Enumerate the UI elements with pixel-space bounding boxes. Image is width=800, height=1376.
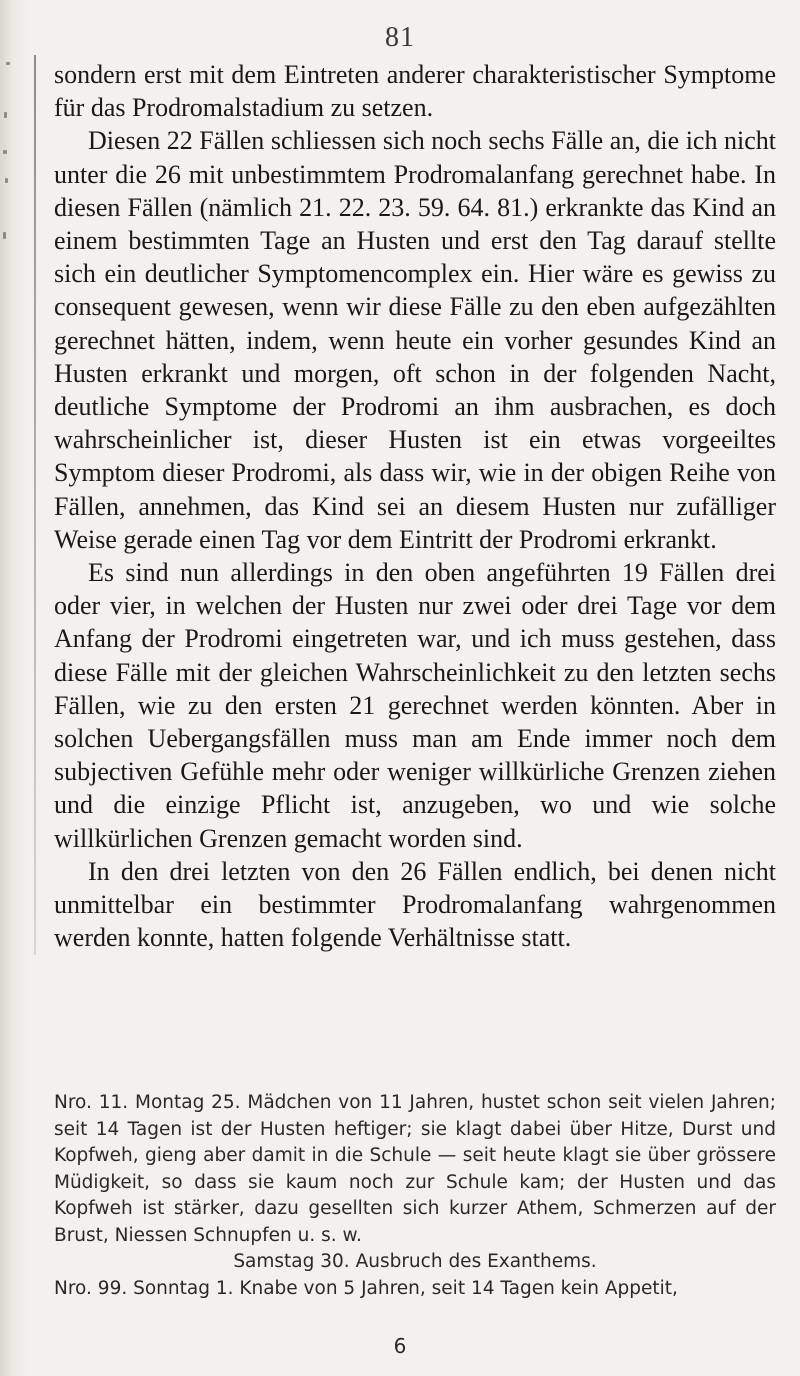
paragraph: In den drei letzten von den 26 Fällen endlich, bei denen nicht unmittelbar ein bestimmter Prodromalanfang wahrgenommen werden konnte, hatten folgende Verhältnisse statt. [54, 856, 776, 953]
page-number: 81 [385, 22, 415, 53]
print-speck [3, 150, 7, 154]
paragraph: Diesen 22 Fällen schliessen sich noch sechs Fälle an, die ich nicht unter die 26 mit unbestimmtem Prodromalanfang gerechnet habe. In diesen Fällen (nämlich 21. 22. 23. 59. 64. 81.) erkrankte das Kind an einem bestimmten Tage an Husten und erst den Tag darauf stellte sich ein deutlicher Symptomencomplex ein. Hier wäre es gewiss zu consequent gewesen, wenn wir diese Fälle zu den eben aufgezählten gerechnet hätten, indem, wenn heute ein vorher gesundes Kind an Husten erkrankt und morgen, oft schon in der folgenden Nacht, deutliche Symptome der Prodromi an ihm ausbrachen, es doch wahrscheinlicher ist, dieser Husten ist ein etwas vorgeeiltes Symptom dieser Prodromi, als dass wir, wie in der obigen Reihe von Fällen, annehmen, das Kind sei an diesem Husten nur zufälliger Weise gerade einen Tag vor dem Eintritt der Prodromi erkrankt. [54, 126, 776, 554]
margin-mark [34, 55, 36, 955]
print-speck [6, 62, 10, 65]
print-speck [4, 112, 7, 118]
print-speck [3, 232, 6, 239]
binding-shadow [0, 0, 28, 1376]
paragraph: Es sind nun allerdings in den oben angeführten 19 Fällen drei oder vier, in welchen der Husten nur zwei oder drei Tage vor dem Anfang der Prodromi eingetreten war, und ich muss gestehen, dass diese Fälle mit der gleichen Wahrscheinlichkeit zu den letzten sechs Fällen, wie zu den ersten 21 gerechnet werden könnten. Aber in solchen Uebergangsfällen muss man am Ende immer noch dem subjectiven Gefühle mehr oder weniger willkürliche Grenzen ziehen und die einzige Pflicht ist, anzugeben, wo und wie solche willkürlichen Grenzen gemacht worden sind. [54, 558, 776, 853]
main-text [54, 58, 776, 954]
print-speck [5, 178, 8, 183]
case-followup: Samstag 30. Ausbruch des Exanthems. [233, 1251, 597, 1272]
case-entry: Nro. 99. Sonntag 1. Knabe von 5 Jahren, seit 14 Tagen kein Appetit, [54, 1277, 678, 1299]
signature-mark: 6 [393, 1334, 407, 1358]
paragraph: sondern erst mit dem Eintreten anderer charakteristischer Symptome für das Prodromalstadium zu setzen. [54, 60, 776, 123]
case-notes [54, 1090, 776, 1302]
case-entry: Nro. 11. Montag 25. Mädchen von 11 Jahren, hustet schon seit vielen Jahren; seit 14 Tagen ist der Husten heftiger; sie klagt dabei über Hitze, Durst und Kopfweh, gieng aber damit in die Schule — seit heute klagt sie über grössere Müdigkeit, so dass sie kaum noch zur Schule kam; der Husten und das Kopfweh ist stärker, dazu gesellten sich kurzer Athem, Schmerzen auf der Brust, Niessen Schnupfen u. s. w. [54, 1092, 776, 1246]
